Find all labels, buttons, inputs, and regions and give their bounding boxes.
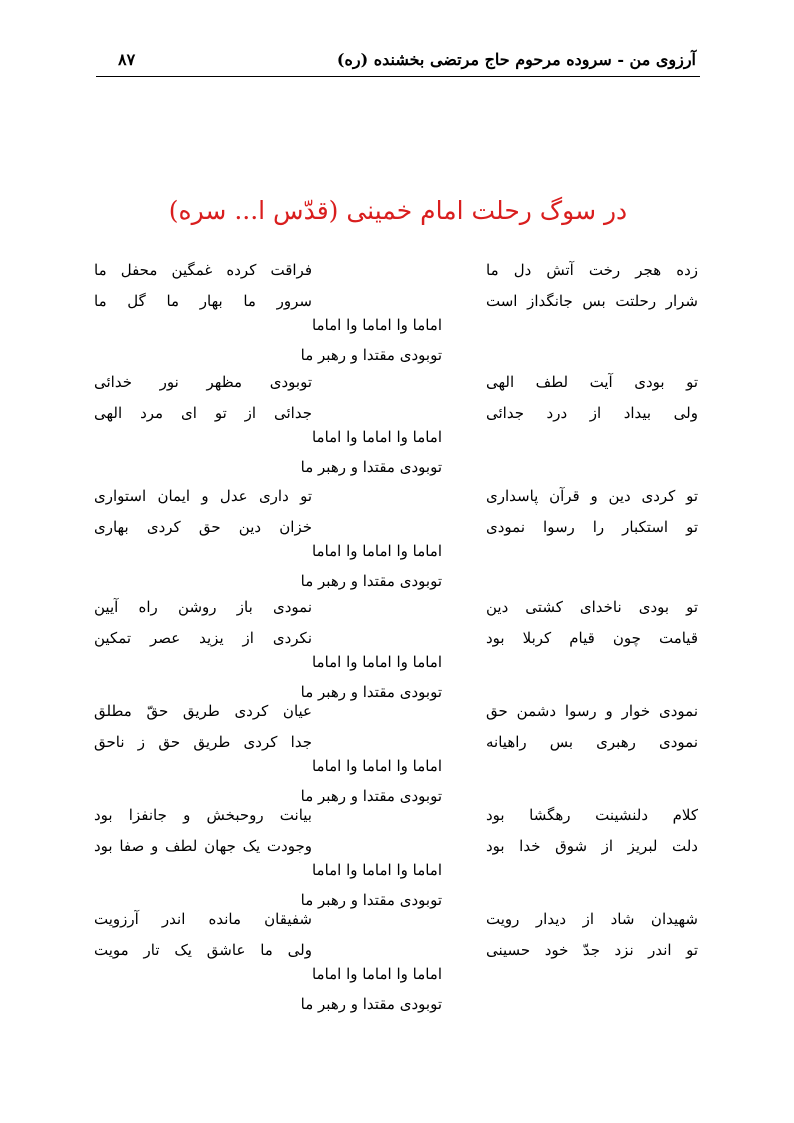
stanza <box>96 909 700 1089</box>
verse-right-line: دلت لبریز از شوق خدا بود <box>486 837 698 855</box>
verse-right-line: کلام دلنشینت رهگشا بود <box>486 806 698 824</box>
verse-right-line: تو بودی ناخدای کشتی دین <box>486 598 698 616</box>
verse-right-line: نمودی خوار و رسوا دشمن حق <box>486 702 698 720</box>
refrain-line: توبودی مقتدا و رهبر ما <box>300 995 442 1013</box>
refrain-line: توبودی مقتدا و رهبر ما <box>300 458 442 476</box>
verse-right-line: شرار رحلتت بس جانگداز است <box>486 292 698 310</box>
verse-left-line: فراقت کرده غمگین محفل ما <box>94 261 312 279</box>
verse-left-line: تو داری عدل و ایمان استواری <box>94 487 312 505</box>
verse-left-line: نمودی باز روشن راه آیین <box>94 598 312 616</box>
verse-left-line: عیان کردی طریق حقّ مطلق <box>94 702 312 720</box>
verse-right-line: تو کردی دین و قرآن پاسداری <box>486 487 698 505</box>
verse-left-line: شفیقان مانده اندر آرزویت <box>94 910 312 928</box>
refrain-line: اماما وا اماما وا اماما <box>311 542 442 560</box>
verse-right-line: ولی بیداد از درد جدائی <box>486 404 698 422</box>
refrain-line: اماما وا اماما وا اماما <box>311 965 442 983</box>
verse-right-line: تو استکبار را رسوا نمودی <box>486 518 698 536</box>
verse-left-line: ولی ما عاشق یک تار مویت <box>94 941 312 959</box>
verse-left-line: جدا کردی طریق حق ز ناحق <box>94 733 312 751</box>
verse-right-line: تو اندر نزد جدّ خود حسینی <box>486 941 698 959</box>
poem-title: در سوگ رحلت امام خمینی (قدّس ا... سره) <box>168 196 628 225</box>
verse-left-line: جدائی از تو ای مرد الهی <box>94 404 312 422</box>
verse-right-line: نمودی رهبری بس راهیانه <box>486 733 698 751</box>
page-number: ۸۷ <box>118 50 136 69</box>
refrain-line: اماما وا اماما وا اماما <box>311 653 442 671</box>
verse-left-line: خزان دین حق کردی بهاری <box>94 518 312 536</box>
verse-right-line: قیامت چون قیام کربلا بود <box>486 629 698 647</box>
refrain-line: توبودی مقتدا و رهبر ما <box>300 787 442 805</box>
verse-left-line: بیانت روحبخش و جانفزا بود <box>94 806 312 824</box>
refrain-line: اماما وا اماما وا اماما <box>311 316 442 334</box>
verse-left-line: توبودی مظهر نور خدائی <box>94 373 312 391</box>
verse-right-line: زده هجر رخت آتش دل ما <box>486 261 698 279</box>
refrain-line: توبودی مقتدا و رهبر ما <box>300 572 442 590</box>
refrain-line: توبودی مقتدا و رهبر ما <box>300 683 442 701</box>
page-header <box>96 44 700 77</box>
refrain-line: اماما وا اماما وا اماما <box>311 757 442 775</box>
refrain-line: توبودی مقتدا و رهبر ما <box>300 891 442 909</box>
verse-left-line: وجودت یک جهان لطف و صفا بود <box>94 837 312 855</box>
verse-right-line: شهیدان شاد از دیدار رویت <box>486 910 698 928</box>
verse-right-line: تو بودی آیت لطف الهی <box>486 373 698 391</box>
book-title: آرزوی من - سروده مرحوم حاج مرتضی بخشنده (ره) <box>336 50 696 69</box>
refrain-line: اماما وا اماما وا اماما <box>311 861 442 879</box>
verse-left-line: سرور ما بهار ما گل ما <box>94 292 312 310</box>
refrain-line: توبودی مقتدا و رهبر ما <box>300 346 442 364</box>
refrain-line: اماما وا اماما وا اماما <box>311 428 442 446</box>
verse-left-line: نکردی از یزید عصر تمکین <box>94 629 312 647</box>
